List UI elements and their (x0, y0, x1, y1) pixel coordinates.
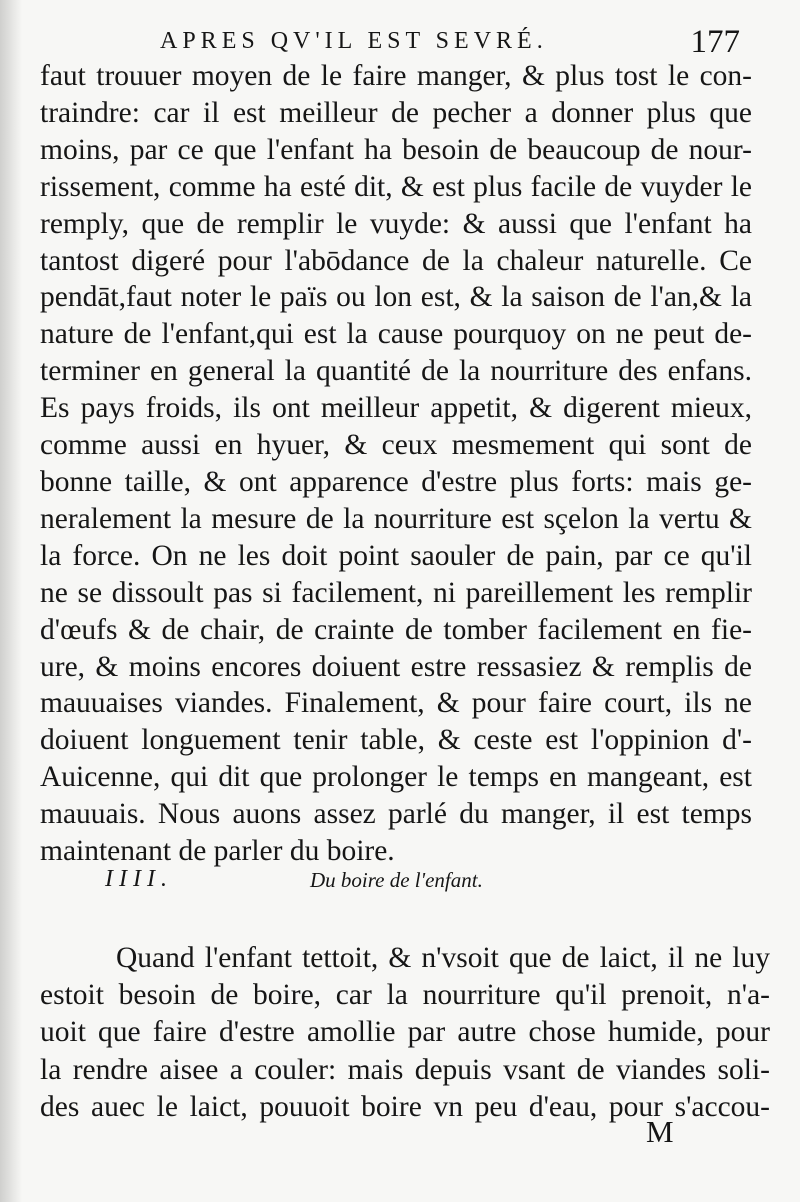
text-line: nature de l'enfant,qui est la cause pourquoy on ne peut de- (40, 318, 752, 351)
gutter-shadow (0, 0, 22, 1202)
text-line: remply, que de remplir le vuyde: & aussi que l'enfant ha (40, 207, 752, 240)
text-line: la force. On ne les doit point saouler de pain, par ce qu'il (40, 539, 752, 572)
text-line: terminer en general la quantité de la nourriture des enfans. (40, 355, 752, 388)
text-line: estoit besoin de boire, car la nourriture qu'il prenoit, n'a- (40, 979, 770, 1012)
text-line: moins, par ce que l'enfant ha besoin de beaucoup de nour- (40, 133, 752, 166)
text-line: neralement la mesure de la nourriture est sçelon la vertu & (40, 502, 752, 535)
text-line: des auec le laict, pouuoit boire vn peu d'eau, pour s'accou- (40, 1090, 770, 1123)
page-number: 177 (690, 24, 740, 60)
text-line: ne se dissoult pas si facilement, ni pareillement les remplir (40, 576, 752, 609)
text-line: mauuaises viandes. Finalement, & pour faire court, ils ne (40, 687, 752, 720)
text-line: mauuais. Nous auons assez parlé du manger, il est temps (40, 798, 752, 831)
section-title: Du boire de l'enfant. (310, 868, 483, 892)
text-line: comme aussi en hyuer, & ceux mesmement qui sont de (40, 429, 752, 462)
text-line: d'œufs & de chair, de crainte de tomber facilement en fie- (40, 613, 752, 646)
text-line: ure, & moins encores doiuent estre ressasiez & remplis de (40, 650, 752, 683)
signature-mark: M (646, 1114, 674, 1149)
text-line: traindre: car il est meilleur de pecher a donner plus que (40, 96, 752, 129)
section-number: IIII. (105, 866, 173, 892)
running-title: APRES QV'IL EST SEVRÉ. (160, 28, 548, 54)
text-line: la rendre aisee a couler: mais depuis vsant de viandes soli- (40, 1053, 770, 1086)
text-line: tantost digeré pour l'abōdance de la chaleur naturelle. Ce (40, 244, 752, 277)
body-text (40, 58, 752, 870)
text-line: faut trouuer moyen de le faire manger, & plus tost le con- (40, 60, 752, 92)
text-line: rissement, comme ha esté dit, & est plus facile de vuyder le (40, 170, 752, 203)
text-line: pendāt,faut noter le païs ou lon est, & la saison de l'an,& la (40, 281, 752, 314)
text-line: Es pays froids, ils ont meilleur appetit, & digerent mieux, (40, 392, 752, 425)
text-line: Auicenne, qui dit que prolonger le temps en mangeant, est (40, 761, 752, 794)
text-line: bonne taille, & ont apparence d'estre plus forts: mais ge- (40, 465, 752, 498)
text-line: Quand l'enfant tettoit, & n'vsoit que de laict, il ne luy (116, 942, 770, 974)
text-line: maintenant de parler du boire. (40, 835, 395, 868)
text-line: uoit que faire d'estre amollie par autre chose humide, pour (40, 1016, 770, 1049)
section-text (40, 940, 770, 1126)
text-line: doiuent longuement tenir table, & ceste est l'oppinion d'- (40, 724, 752, 757)
section-heading (105, 866, 665, 902)
